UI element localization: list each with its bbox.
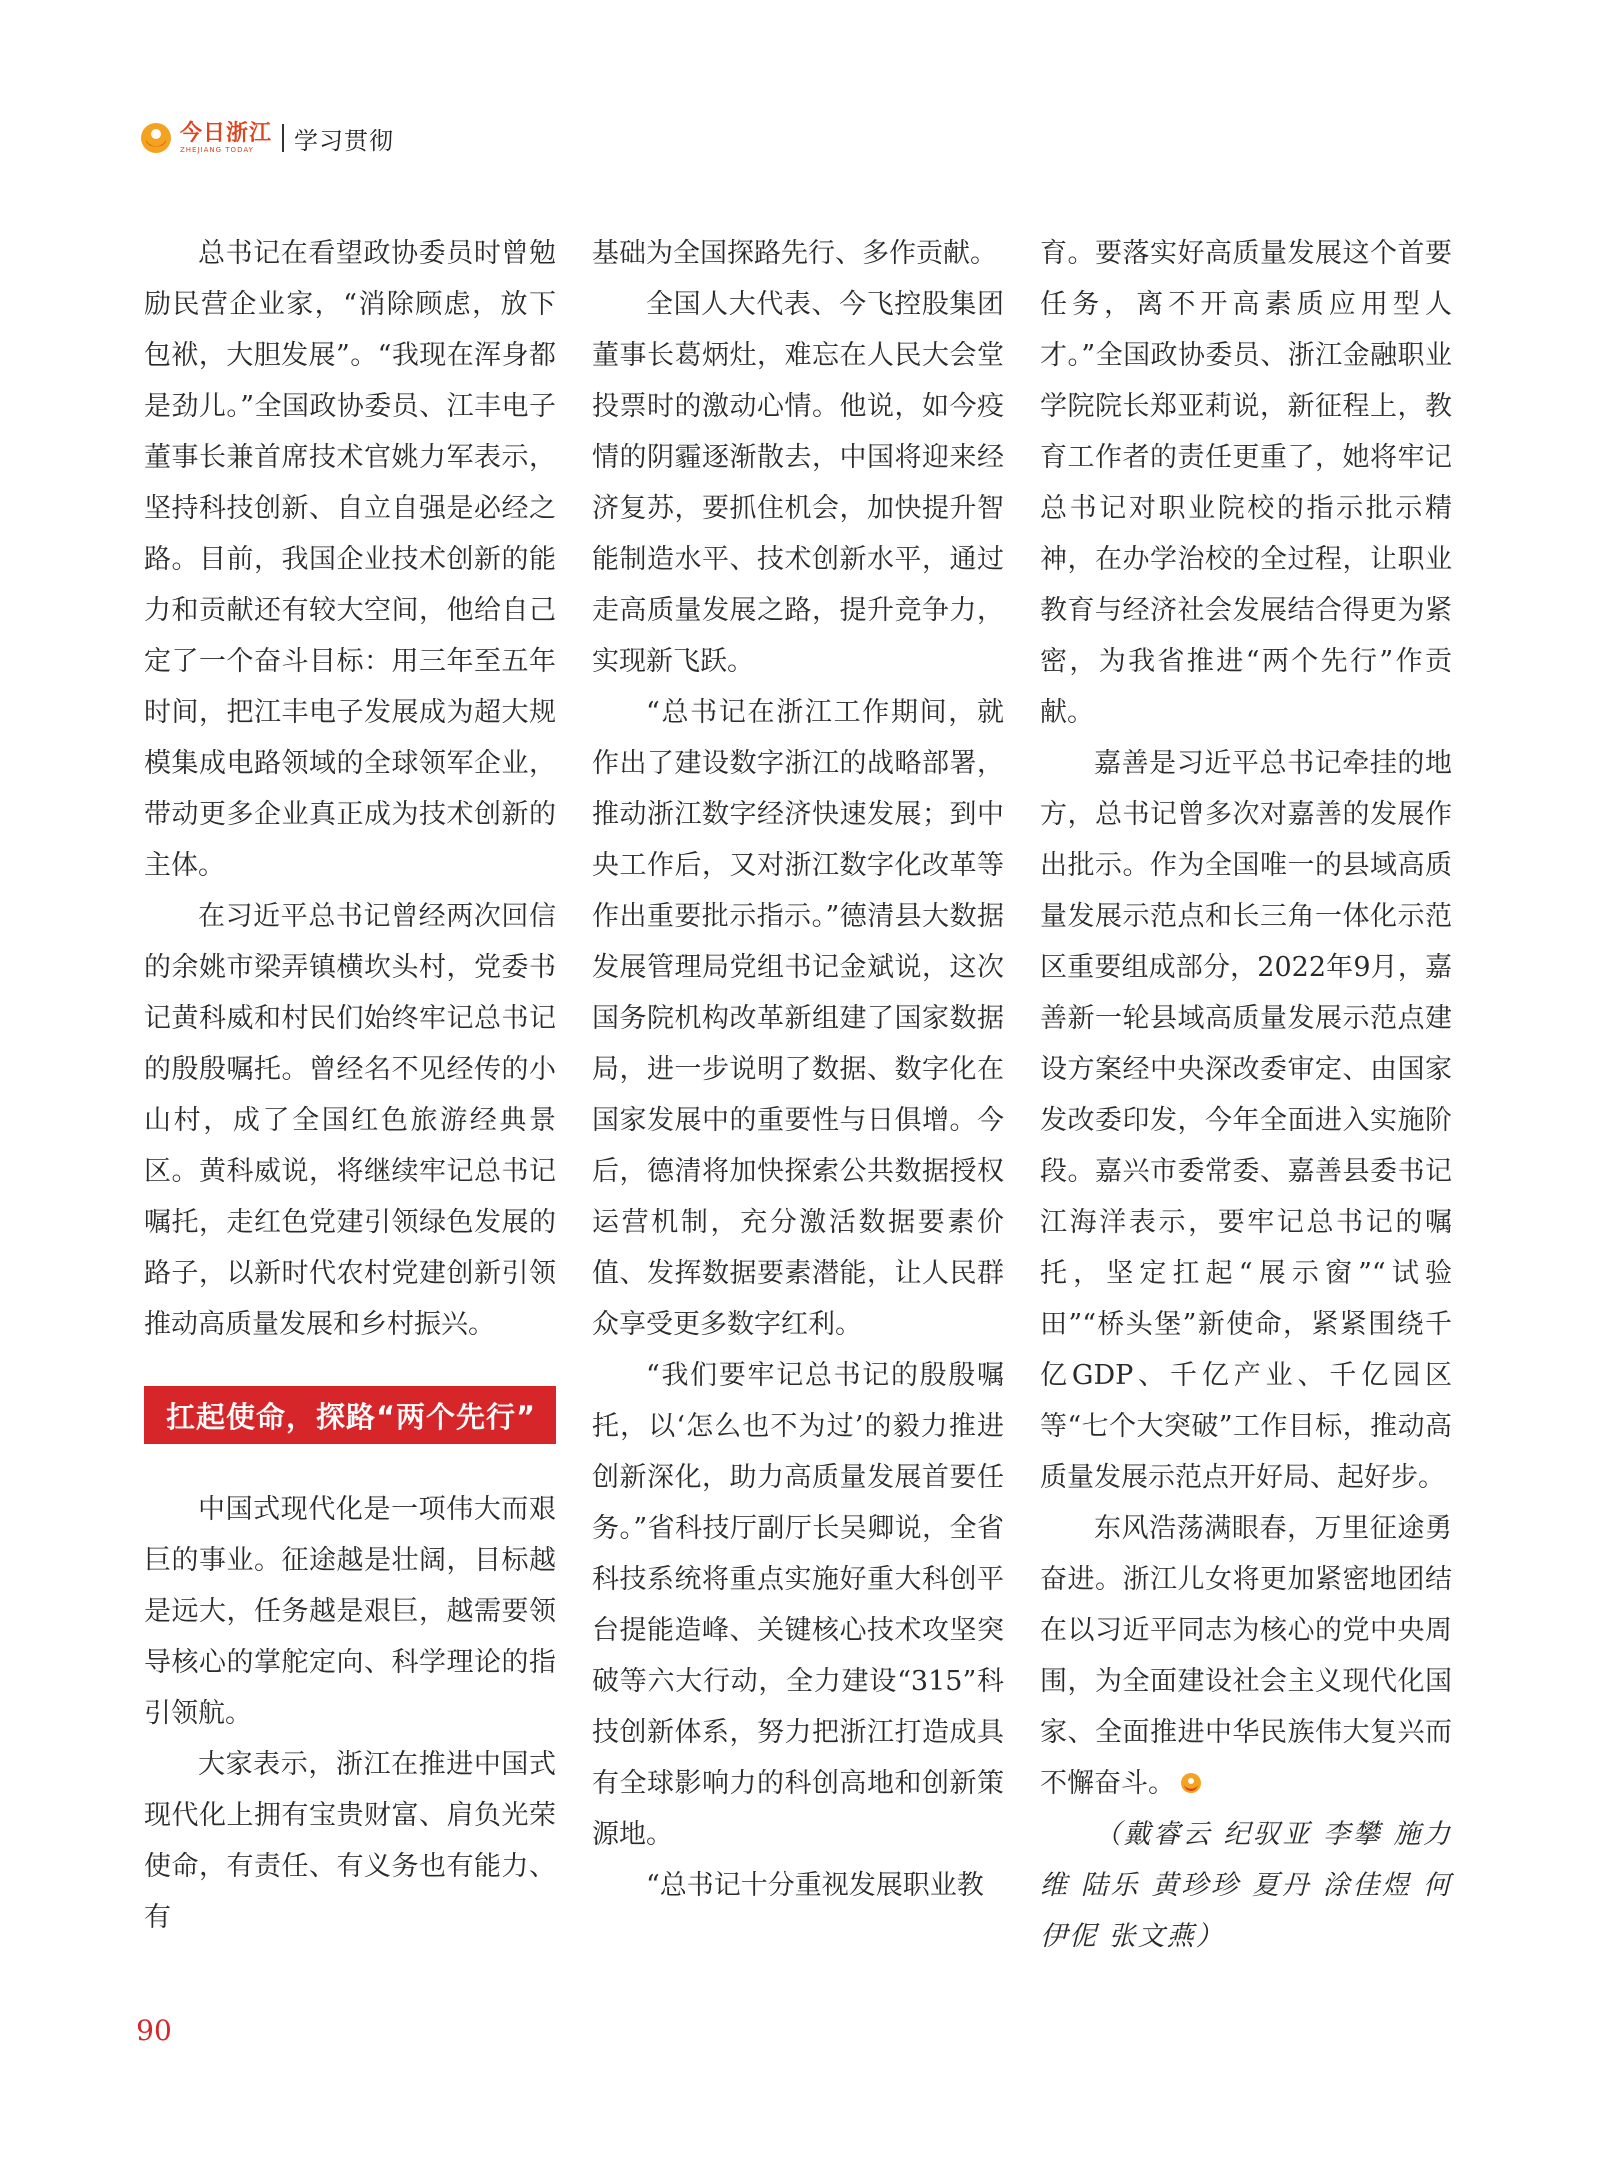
paragraph: “我们要牢记总书记的殷殷嘱托，以‘怎么也不为过’的毅力推进创新深化，助力高质量发展首要任务。”省科技厅副厅长吴卿说，全省科技系统将重点实施好重大科创平台提能造峰、关键核心技术攻坚突破等六大行动，全力建设“315”科技创新体系，努力把浙江打造成具有全球影响力的科创高地和创新策源地。 — [592, 1360, 1004, 1850]
paragraph: 嘉善是习近平总书记牵挂的地方，总书记曾多次对嘉善的发展作出批示。作为全国唯一的县域高质量发展示范点和长三角一体化示范区重要组成部分，2022年9月，嘉善新一轮县域高质量发展示范点建设方案经中央深改委审定、由国家发改委印发，今年全面进入实施阶段。嘉兴市委常委、嘉善县委书记江海洋表示，要牢记总书记的嘱托，坚定扛起“展示窗”“试验田”“桥头堡”新使命，紧紧围绕千亿GDP、千亿产业、千亿园区等“七个大突破”工作目标，推动高质量发展示范点开好局、起好步。 — [1040, 748, 1452, 1493]
brand-name-en: ZHEJIANG TODAY — [180, 145, 254, 154]
closing-text: 东风浩荡满眼春，万里征途勇奋进。浙江儿女将更加紧密地团结在以习近平同志为核心的党中央周围，为全面建设社会主义现代化国家、全面推进中华民族伟大复兴而不懈奋斗。 — [1040, 1513, 1452, 1799]
paragraph: “总书记在浙江工作期间，就作出了建设数字浙江的战略部署，推动浙江数字经济快速发展；到中央工作后，又对浙江数字化改革等作出重要批示指示。”德清县大数据发展管理局党组书记金斌说，这次国务院机构改革新组建了国家数据局，进一步说明了数据、数字化在国家发展中的重要性与日俱增。今后，德清将加快探索公共数据授权运营机制，充分激活数据要素价值、发挥数据要素潜能，让人民群众享受更多数字红利。 — [592, 697, 1004, 1340]
paragraph-continued: 育。要落实好高质量发展这个首要任务，离不开高素质应用型人才。”全国政协委员、浙江金融职业学院院长郑亚莉说，新征程上，教育工作者的责任更重了，她将牢记总书记对职业院校的指示批示精神，在办学治校的全过程，让职业教育与经济社会发展结合得更为紧密，为我省推进“两个先行”作贡献。 — [1040, 238, 1452, 728]
article-column-3 — [1040, 228, 1452, 1962]
section-heading-banner: 扛起使命，探路“两个先行” — [144, 1386, 556, 1444]
paragraph: 总书记在看望政协委员时曾勉励民营企业家，“消除顾虑，放下包袱，大胆发展”。“我现在浑身都是劲儿。”全国政协委员、江丰电子董事长兼首席技术官姚力军表示，坚持科技创新、自立自强是必经之路。目前，我国企业技术创新的能力和贡献还有较大空间，他给自己定了一个奋斗目标：用三年至五年时间，把江丰电子发展成为超大规模集成电路领域的全球领军企业，带动更多企业真正成为技术创新的主体。 — [144, 238, 556, 881]
article-column-1 — [144, 228, 556, 1943]
page-number: 90 — [136, 2013, 172, 2047]
paragraph: 大家表示，浙江在推进中国式现代化上拥有宝贵财富、肩负光荣使命，有责任、有义务也有能力、有 — [144, 1749, 556, 1933]
paragraph: 中国式现代化是一项伟大而艰巨的事业。征途越是壮阔，目标越是远大，任务越是艰巨，越需要领导核心的掌舵定向、科学理论的指引领航。 — [144, 1494, 556, 1729]
brand-logo — [180, 120, 273, 154]
page-header — [138, 118, 394, 158]
header-divider — [282, 124, 284, 152]
article-end-icon — [1179, 1771, 1203, 1795]
paragraph: “总书记十分重视发展职业教 — [646, 1870, 984, 1901]
paragraph-continued: 基础为全国探路先行、多作贡献。 — [592, 238, 997, 269]
section-label: 学习贯彻 — [294, 126, 395, 155]
paragraph: 全国人大代表、今飞控股集团董事长葛炳灶，难忘在人民大会堂投票时的激动心情。他说，如今疫情的阴霾逐渐散去，中国将迎来经济复苏，要抓住机会，加快提升智能制造水平、技术创新水平，通过走高质量发展之路，提升竞争力，实现新飞跃。 — [592, 289, 1004, 677]
paragraph: 在习近平总书记曾经两次回信的余姚市梁弄镇横坎头村，党委书记黄科威和村民们始终牢记总书记的殷殷嘱托。曾经名不见经传的小山村，成了全国红色旅游经典景区。黄科威说，将继续牢记总书记嘱托，走红色党建引领绿色发展的路子，以新时代农村党建创新引领推动高质量发展和乡村振兴。 — [144, 901, 556, 1340]
closing-paragraph — [1040, 1503, 1452, 1809]
brand-name-cn: 今日浙江 — [180, 120, 273, 146]
author-credits: （戴睿云 纪驭亚 李攀 施力维 陆乐 黄珍珍 夏丹 涂佳煜 何伊伲 张文燕） — [1040, 1819, 1452, 1952]
article-column-2 — [592, 228, 1004, 1911]
sun-logo-icon — [138, 120, 174, 156]
